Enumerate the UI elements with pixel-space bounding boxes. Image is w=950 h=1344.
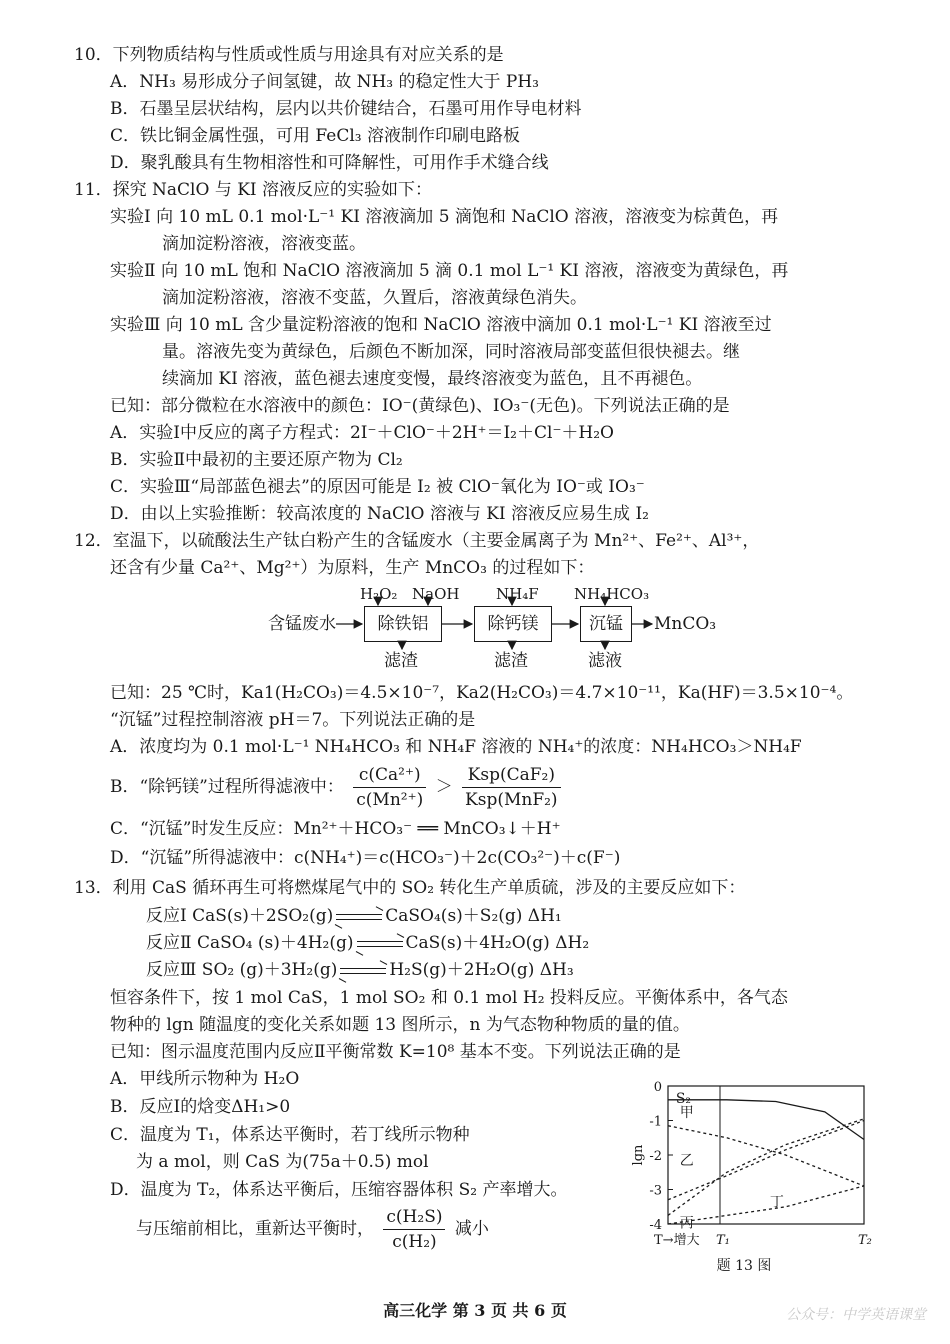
chart-y-tick-label: -3 <box>649 1183 662 1199</box>
q10-option-a: A．NH₃ 易形成分子间氢键，故 NH₃ 的稳定性大于 PH₃ <box>110 72 540 92</box>
q11-exp3-line1: 实验Ⅲ 向 10 mL 含少量淀粉溶液的饱和 NaClO 溶液中滴加 0.1 mol·L⁻¹ KI 溶液至过 <box>110 315 772 335</box>
q12-option-a: A．浓度均为 0.1 mol·L⁻¹ NH₄HCO₃ 和 NH₄F 溶液的 NH₄⁺的浓度：NH₄HCO₃＞NH₄F <box>110 737 802 757</box>
chart-y-axis-label: lgn <box>631 1144 646 1166</box>
q13-reaction-1-left: 反应Ⅰ CaS(s)＋2SO₂(g) <box>146 906 334 926</box>
chart-plot-frame <box>668 1086 864 1224</box>
q10-option-d: D．聚乳酸具有生物相溶性和可降解性，可用作手术缝合线 <box>110 153 549 173</box>
q12-option-b <box>110 760 565 814</box>
q11-exp3-line2: 量。溶液先变为黄绿色，后颜色不断加深，同时溶液局部变蓝但很快褪去。继 <box>162 342 740 362</box>
q13-reaction-2-left: 反应Ⅱ CaSO₄ (s)＋4H₂(g) <box>146 933 354 953</box>
q12-option-b-den2: Ksp(MnF₂) <box>465 790 558 810</box>
chart-series-line <box>668 1126 864 1186</box>
flow-reagent-h2o2: H₂O₂ <box>360 585 398 603</box>
q12-option-b-den1: c(Mn²⁺) <box>356 790 424 810</box>
q11-exp2-line1: 实验Ⅱ 向 10 mL 饱和 NaClO 溶液滴加 5 滴 0.1 mol L⁻¹ KI 溶液，溶液变为黄绿色，再 <box>110 261 789 281</box>
q11-option-d: D．由以上实验推断：较高浓度的 NaClO 溶液与 KI 溶液反应易生成 I₂ <box>110 504 649 524</box>
q10-option-c: C．铁比铜金属性强，可用 FeCl₃ 溶液制作印刷电路板 <box>110 126 520 146</box>
chart-series-line <box>668 1100 864 1140</box>
q13-condition-line2: 物种的 lgn 随温度的变化关系如题 13 图所示，n 为气态物种物质的量的值。 <box>110 1015 690 1035</box>
q11-exp1-line1: 实验Ⅰ 向 10 mL 0.1 mol·L⁻¹ KI 溶液滴加 5 滴饱和 NaClO 溶液，溶液变为棕黄色，再 <box>110 207 779 227</box>
chart-x-tick-t1: T₁ <box>716 1233 730 1248</box>
q10-option-b: B．石墨呈层状结构，层内以共价键结合，石墨可用作导电材料 <box>110 99 582 119</box>
flow-waste-residue-2: 滤渣 <box>494 651 528 671</box>
chart-title: 题 13 图 <box>716 1258 772 1274</box>
chart-y-tick-label: -4 <box>649 1218 662 1233</box>
equilibrium-arrow-icon <box>336 911 382 923</box>
q13-reaction-2 <box>146 932 589 954</box>
q13-known: 已知：图示温度范围内反应Ⅱ平衡常数 K=10⁸ 基本不变。下列说法正确的是 <box>110 1042 681 1062</box>
chart-series-label: 乙 <box>679 1153 694 1170</box>
chart-y-tick-label: -2 <box>649 1149 662 1164</box>
chart-series-label: S₂ <box>675 1091 692 1108</box>
flow-box-remove-fe-al: 除铁铝 <box>364 606 442 642</box>
q12-stem-line1: 12．室温下，以硫酸法生产钛白粉产生的含锰废水（主要金属离子为 Mn²⁺、Fe²⁺、Al³⁺， <box>74 531 760 551</box>
chart-x-axis-label: T→增大 <box>654 1233 700 1248</box>
chart-series-label: 甲 <box>679 1104 694 1121</box>
q12-option-b-ratio-2 <box>462 763 561 812</box>
q13-reaction-3-left: 反应Ⅲ SO₂ (g)＋3H₂(g) <box>146 960 338 980</box>
page-footer: 高三化学 第 3 页 共 6 页 <box>383 1301 567 1320</box>
q12-option-b-num2: Ksp(CaF₂) <box>462 763 561 788</box>
equilibrium-arrow-icon <box>357 938 403 950</box>
equilibrium-arrow-icon <box>340 965 386 977</box>
q12-option-c <box>110 818 561 840</box>
q11-option-c: C．实验Ⅲ“局部蓝色褪去”的原因可能是 I₂ 被 ClO⁻氧化为 IO⁻或 IO₃⁻ <box>110 477 645 497</box>
q13-option-d-num: c(H₂S) <box>383 1205 445 1230</box>
q11-exp2-line2: 滴加淀粉溶液，溶液不变蓝，久置后，溶液黄绿色消失。 <box>162 288 587 308</box>
q13-option-c-line2: 为 a mol，则 CaS 为(75a＋0.5) mol <box>136 1152 429 1172</box>
q13-option-d-den: c(H₂) <box>392 1232 437 1252</box>
flow-output: MnCO₃ <box>654 614 717 634</box>
q13-condition-line1: 恒容条件下，按 1 mol CaS，1 mol SO₂ 和 0.1 mol H₂ 投料反应。平衡体系中，各气态 <box>110 988 788 1008</box>
q13-option-b: B．反应Ⅰ的焓变ΔH₁>0 <box>110 1097 291 1117</box>
q11-stem: 11．探究 NaClO 与 KI 溶液反应的实验如下： <box>74 180 433 200</box>
q13-option-d-line2 <box>136 1202 489 1256</box>
q12-option-b-operator: ＞ <box>435 777 453 797</box>
chart-series-label: 丁 <box>769 1194 784 1211</box>
q13-chart <box>630 1072 880 1284</box>
q13-reaction-3-right: H₂S(g)＋2H₂O(g) ΔH₃ <box>389 960 574 980</box>
q13-reaction-1 <box>146 905 562 927</box>
q13-reaction-1-right: CaSO₄(s)＋S₂(g) ΔH₁ <box>385 906 562 926</box>
chart-series-line <box>668 1186 864 1224</box>
flow-waste-filtrate: 滤液 <box>588 651 622 671</box>
flow-waste-residue-1: 滤渣 <box>384 651 418 671</box>
q13-reaction-3 <box>146 959 574 981</box>
chart-y-tick-label: -1 <box>649 1114 662 1130</box>
q12-option-c-equals: ══ <box>417 819 438 839</box>
q12-option-c-right: MnCO₃↓＋H⁺ <box>443 819 561 839</box>
q12-option-c-left: C．“沉锰”时发生反应：Mn²⁺＋HCO₃⁻ <box>110 819 413 839</box>
q12-option-b-ratio-1 <box>353 763 426 812</box>
q13-option-c-line1: C．温度为 T₁，体系达平衡时，若丁线所示物种 <box>110 1125 470 1145</box>
q13-option-d-text: 与压缩前相比，重新达平衡时， <box>136 1219 374 1239</box>
q11-option-b: B．实验Ⅱ中最初的主要还原产物为 Cl₂ <box>110 450 403 470</box>
q13-option-d-line1: D．温度为 T₂，体系达平衡后，压缩容器体积 S₂ 产率增大。 <box>110 1180 568 1200</box>
q12-option-b-text: B．“除钙镁”过程所得滤液中： <box>110 777 344 797</box>
chart-series-label: 丙 <box>679 1215 694 1232</box>
q12-known-line1: 已知：25 ℃时，Ka1(H₂CO₃)＝4.5×10⁻⁷，Ka2(H₂CO₃)＝4.7×10⁻¹¹，Ka(HF)＝3.5×10⁻⁴。 <box>110 683 854 703</box>
flow-reagent-nh4f: NH₄F <box>496 585 539 603</box>
q11-exp3-line3: 续滴加 KI 溶液，蓝色褪去速度变慢，最终溶液变为蓝色，且不再褪色。 <box>162 369 703 389</box>
q11-exp1-line2: 滴加淀粉溶液，溶液变蓝。 <box>162 234 366 254</box>
flow-box-precipitate-mn: 沉锰 <box>580 606 632 642</box>
q13-option-d-ratio <box>383 1205 445 1254</box>
q10-stem: 10．下列物质结构与性质或性质与用途具有对应关系的是 <box>74 45 504 65</box>
q12-option-d: D．“沉锰”所得滤液中：c(NH₄⁺)＝c(HCO₃⁻)＋2c(CO₃²⁻)＋c(F⁻) <box>110 848 621 868</box>
chart-y-tick-label: 0 <box>653 1080 662 1095</box>
q12-stem-line2: 还含有少量 Ca²⁺、Mg²⁺）为原料，生产 MnCO₃ 的过程如下： <box>110 558 595 578</box>
flow-reagent-naoh: NaOH <box>412 585 460 603</box>
q11-option-a: A．实验Ⅰ中反应的离子方程式：2I⁻＋ClO⁻＋2H⁺＝I₂＋Cl⁻＋H₂O <box>110 423 614 443</box>
chart-series-line <box>668 1119 864 1216</box>
q13-option-d-suffix: 减小 <box>454 1219 489 1239</box>
flow-reagent-nh4hco3: NH₄HCO₃ <box>574 585 650 603</box>
q11-known: 已知：部分微粒在水溶液中的颜色：IO⁻(黄绿色)、IO₃⁻(无色)。下列说法正确的是 <box>110 396 730 416</box>
q13-option-a: A．甲线所示物种为 H₂O <box>110 1069 300 1089</box>
flow-input: 含锰废水 <box>268 614 336 634</box>
watermark: 公众号：中学英语课堂 <box>786 1307 926 1323</box>
q12-option-b-num1: c(Ca²⁺) <box>353 763 426 788</box>
chart-x-tick-t2: T₂ <box>858 1233 872 1248</box>
flow-box-remove-ca-mg: 除钙镁 <box>474 606 552 642</box>
q13-stem: 13．利用 CaS 循环再生可将燃煤尾气中的 SO₂ 转化生产单质硫，涉及的主要反应如下： <box>74 878 746 898</box>
q13-reaction-2-right: CaS(s)＋4H₂O(g) ΔH₂ <box>405 933 590 953</box>
q12-known-line2: “沉锰”过程控制溶液 pH＝7。下列说法正确的是 <box>110 710 476 730</box>
